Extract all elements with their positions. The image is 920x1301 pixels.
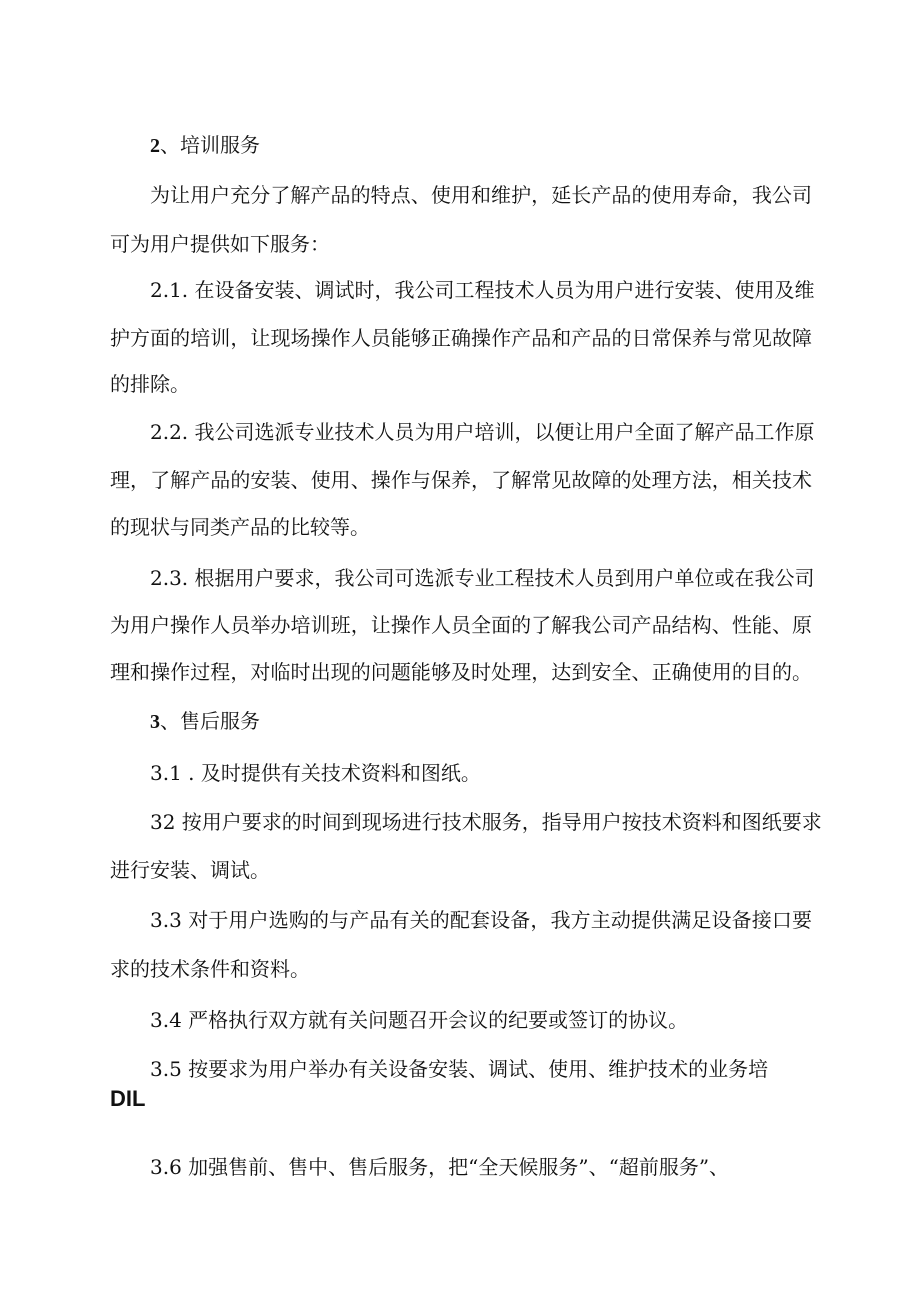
section-2-heading [150,131,812,160]
item-3-3-line-1: 3.3 对于用户选购的与产品有关的配套设备，我方主动提供满足设备接口要 [150,908,812,932]
item-2-3-line-3: 理和操作过程，对临时出现的问题能够及时处理，达到安全、正确使用的目的。 [110,660,812,684]
item-3-2-line-2: 进行安装、调试。 [110,858,270,882]
item-2-2-line-3: 的现状与同类产品的比较等。 [110,515,370,539]
item-3-3-line-2: 求的技术条件和资料。 [110,957,310,981]
item-2-3-line-1: 2.3. 根据用户要求，我公司可选派专业工程技术人员到用户单位或在我公司 [150,566,815,590]
item-3-2-line-1: 32 按用户要求的时间到现场进行技术服务，指导用户按技术资料和图纸要求 [150,810,822,834]
item-2-2-line-2: 理，了解产品的安装、使用、操作与保养，了解常见故障的处理方法，相关技术 [110,468,812,492]
item-3-6: 3.6 加强售前、售中、售后服务，把“全天候服务”、“超前服务”、 [150,1155,730,1179]
item-3-1: 3.1 . 及时提供有关技术资料和图纸。 [150,761,481,785]
item-2-1-line-3: 的排除。 [110,372,190,396]
section-2-title: 、培训服务 [160,133,260,157]
section-3-title: 、售后服务 [160,709,260,733]
item-2-3-line-2: 为用户操作人员举办培训班，让操作人员全面的了解我公司产品结构、性能、原 [110,613,812,637]
section-3-number: 3 [150,711,160,733]
item-3-5-line-1: 3.5 按要求为用户举办有关设备安装、调试、使用、维护技术的业务培 [150,1057,769,1081]
item-2-1-line-1: 2.1. 在设备安装、调试时，我公司工程技术人员为用户进行安装、使用及维 [150,278,815,302]
item-3-4: 3.4 严格执行双方就有关问题召开会议的纪要或签订的协议。 [150,1008,689,1032]
section-2-number: 2 [150,135,160,157]
item-3-5-line-2: DIL [110,1086,146,1111]
intro-line-1: 为让用户充分了解产品的特点、使用和维护，延长产品的使用寿命，我公司 [150,183,812,207]
section-3-heading [150,707,812,736]
item-2-1-line-2: 护方面的培训，让现场操作人员能够正确操作产品和产品的日常保养与常见故障 [110,326,812,350]
intro-line-2: 可为用户提供如下服务： [110,232,330,256]
item-2-2-line-1: 2.2. 我公司选派专业技术人员为用户培训，以便让用户全面了解产品工作原 [150,420,815,444]
